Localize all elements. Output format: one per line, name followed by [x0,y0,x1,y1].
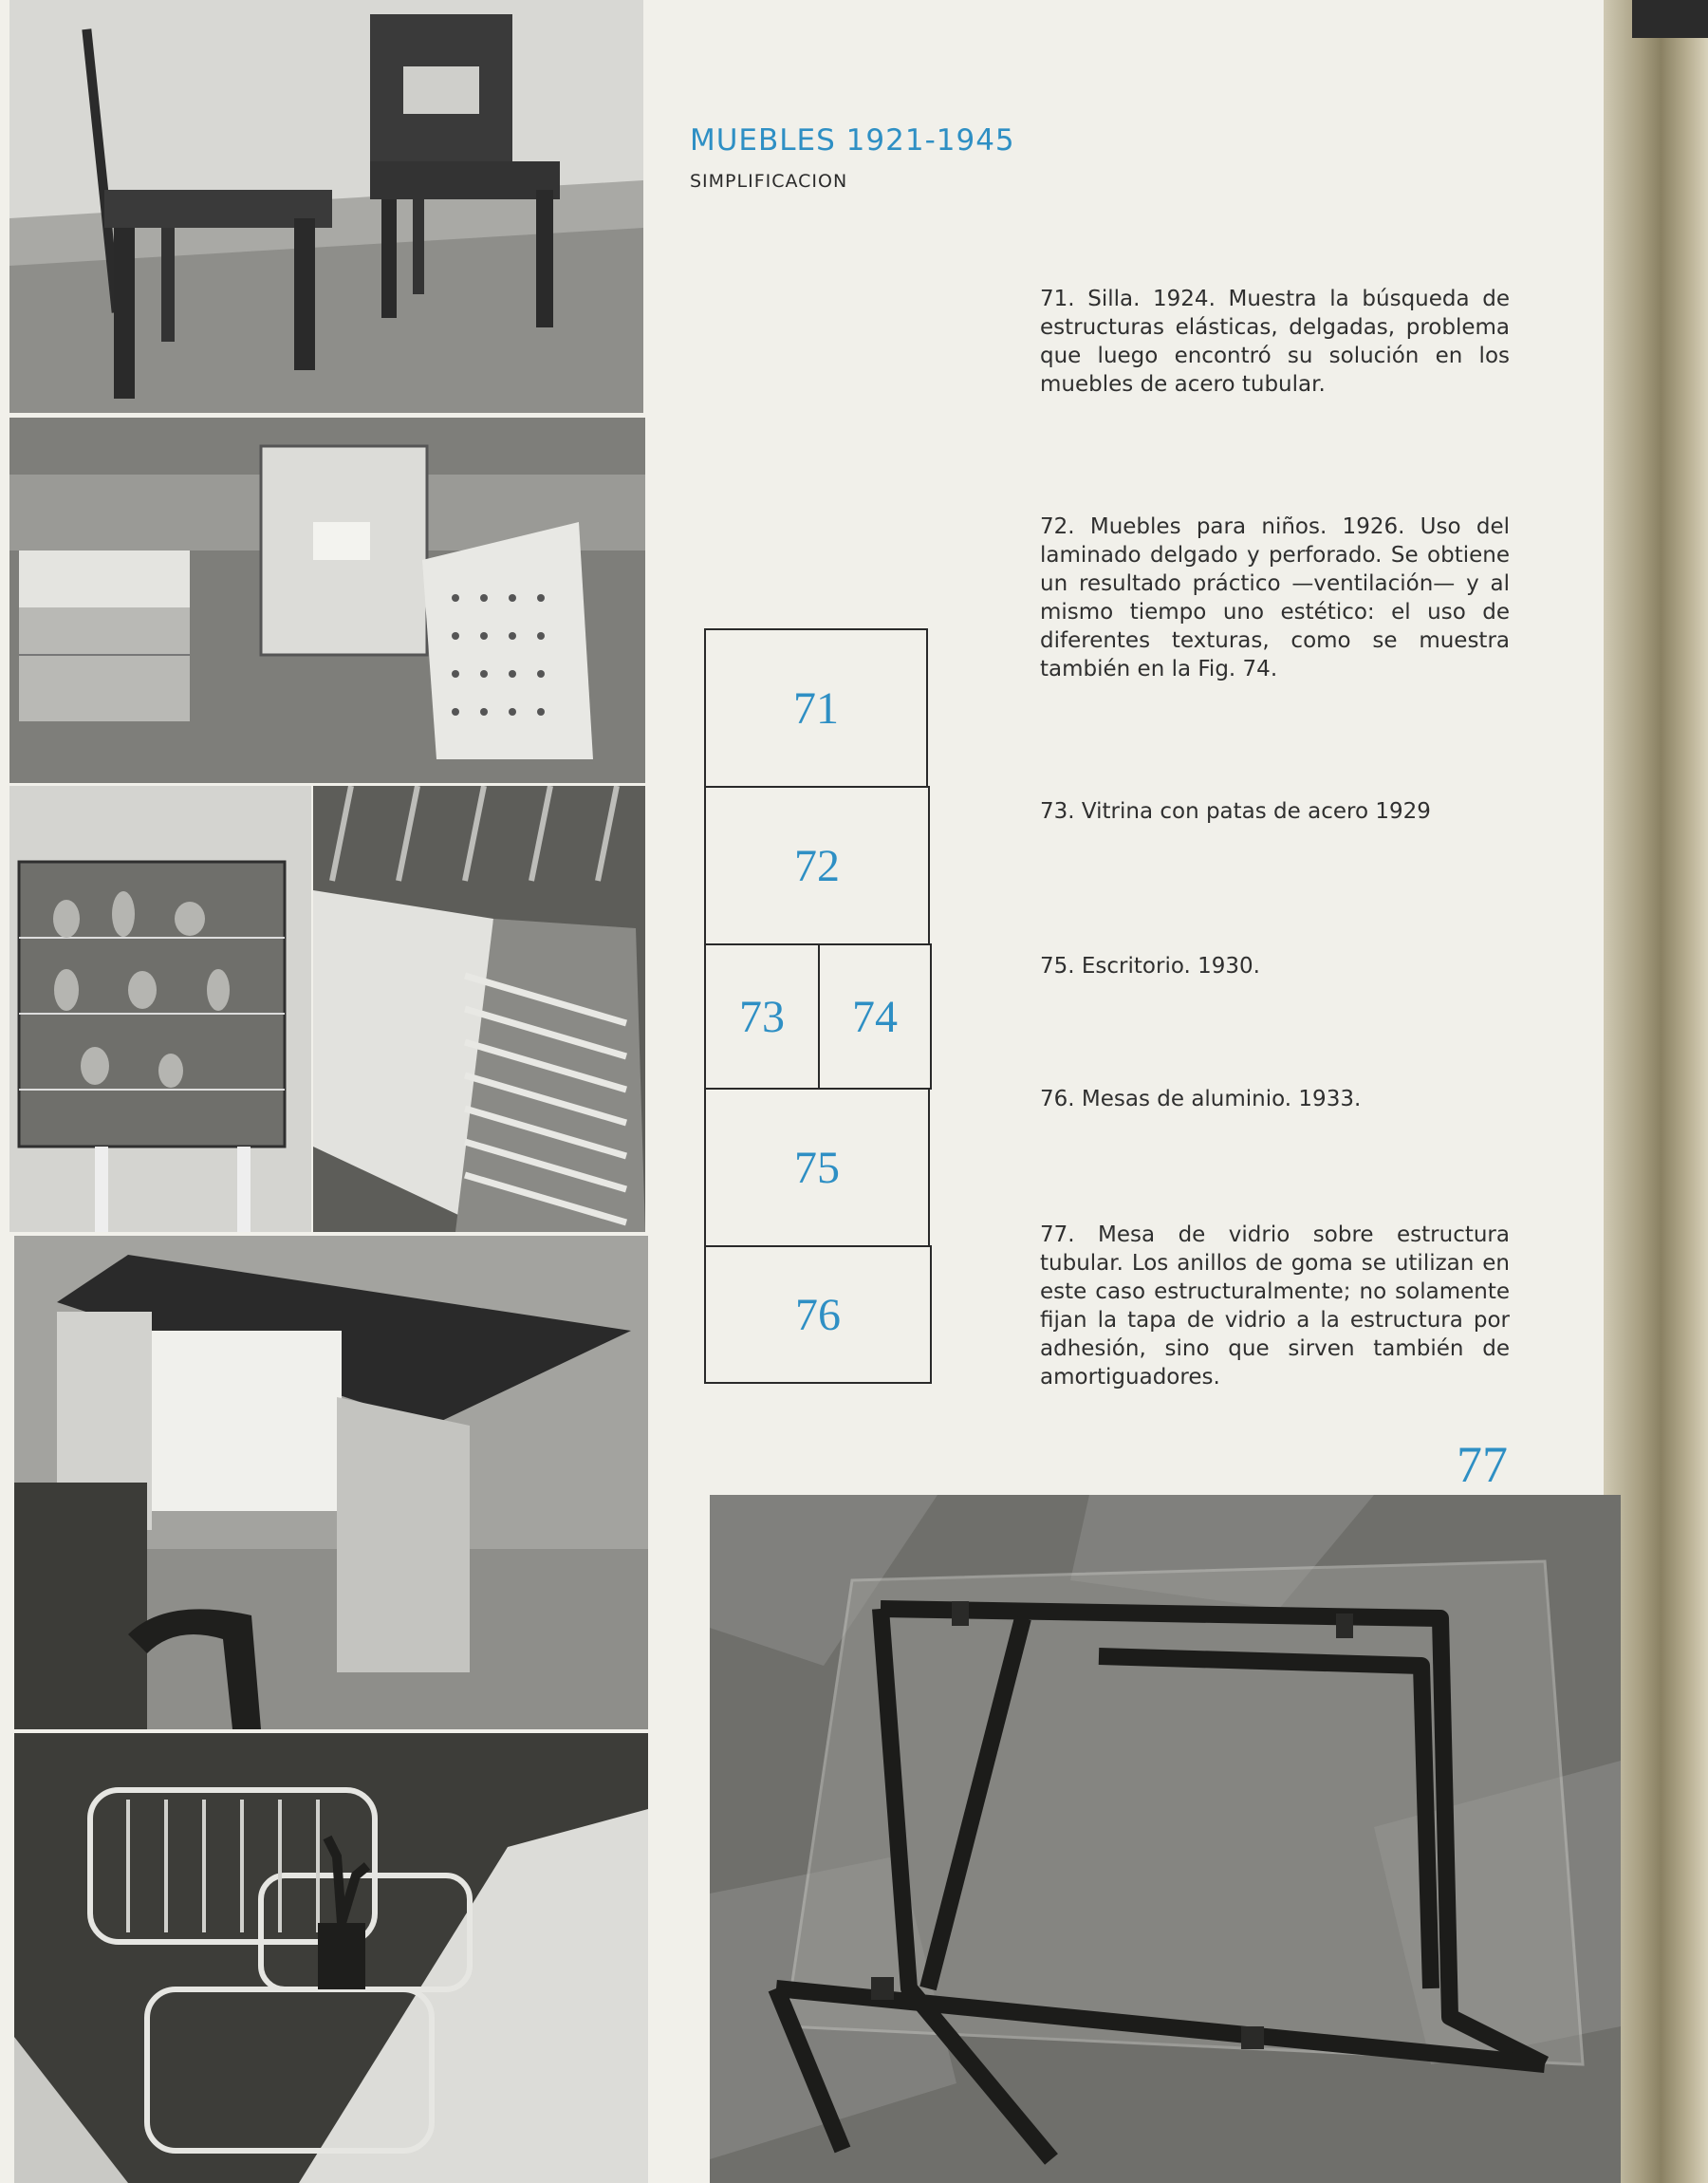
section-subtitle: SIMPLIFICACION [690,171,848,192]
caption-71: 71. Silla. 1924. Muestra la búsqueda de estructuras elásticas, delgadas, problema que luego encontró su solución en los muebles de acero tubular. [1040,287,1510,397]
key-cell-74: 74 [818,943,932,1090]
caption-73: 73. Vitrina con patas de acero 1929 [1040,799,1431,824]
caption-72: 72. Muebles para niños. 1926. Uso del laminado delgado y perforado. Se obtiene un resultado práctico —ventilación— y al mismo tiempo uno estético: el uso de diferentes texturas, como se muestra también en la Fig. 74. [1040,514,1510,681]
caption-75: 75. Escritorio. 1930. [1040,954,1260,979]
caption-77: 77. Mesa de vidrio sobre estructura tubular. Los anillos de goma se utilizan en este caso estructuralmente; no solamente fijan la tapa de vidrio a la estructura por adhesión, sino que sirven también de amortiguadores. [1040,1222,1510,1390]
photo-77-glass-table [710,1495,1621,2183]
key-cell-76: 76 [704,1245,932,1384]
photo-71-chairs [9,0,643,413]
section-title: MUEBLES 1921-1945 [690,123,1015,158]
book-spine-shadow [1632,0,1708,38]
caption-76: 76. Mesas de aluminio. 1933. [1040,1087,1362,1111]
photo-72-children-furniture [9,418,645,783]
photo-74-perforated-panels [313,786,645,1232]
photo-75-desk [14,1236,648,1729]
photo-76-aluminium-tables [14,1733,648,2183]
key-cell-71: 71 [704,628,928,788]
figure-layout-key [704,628,932,1384]
key-cell-75: 75 [704,1088,930,1247]
key-cell-73: 73 [704,943,820,1090]
page-number: 77 [1457,1436,1508,1493]
photo-73-display-cabinet [9,786,311,1232]
key-cell-72: 72 [704,786,930,945]
